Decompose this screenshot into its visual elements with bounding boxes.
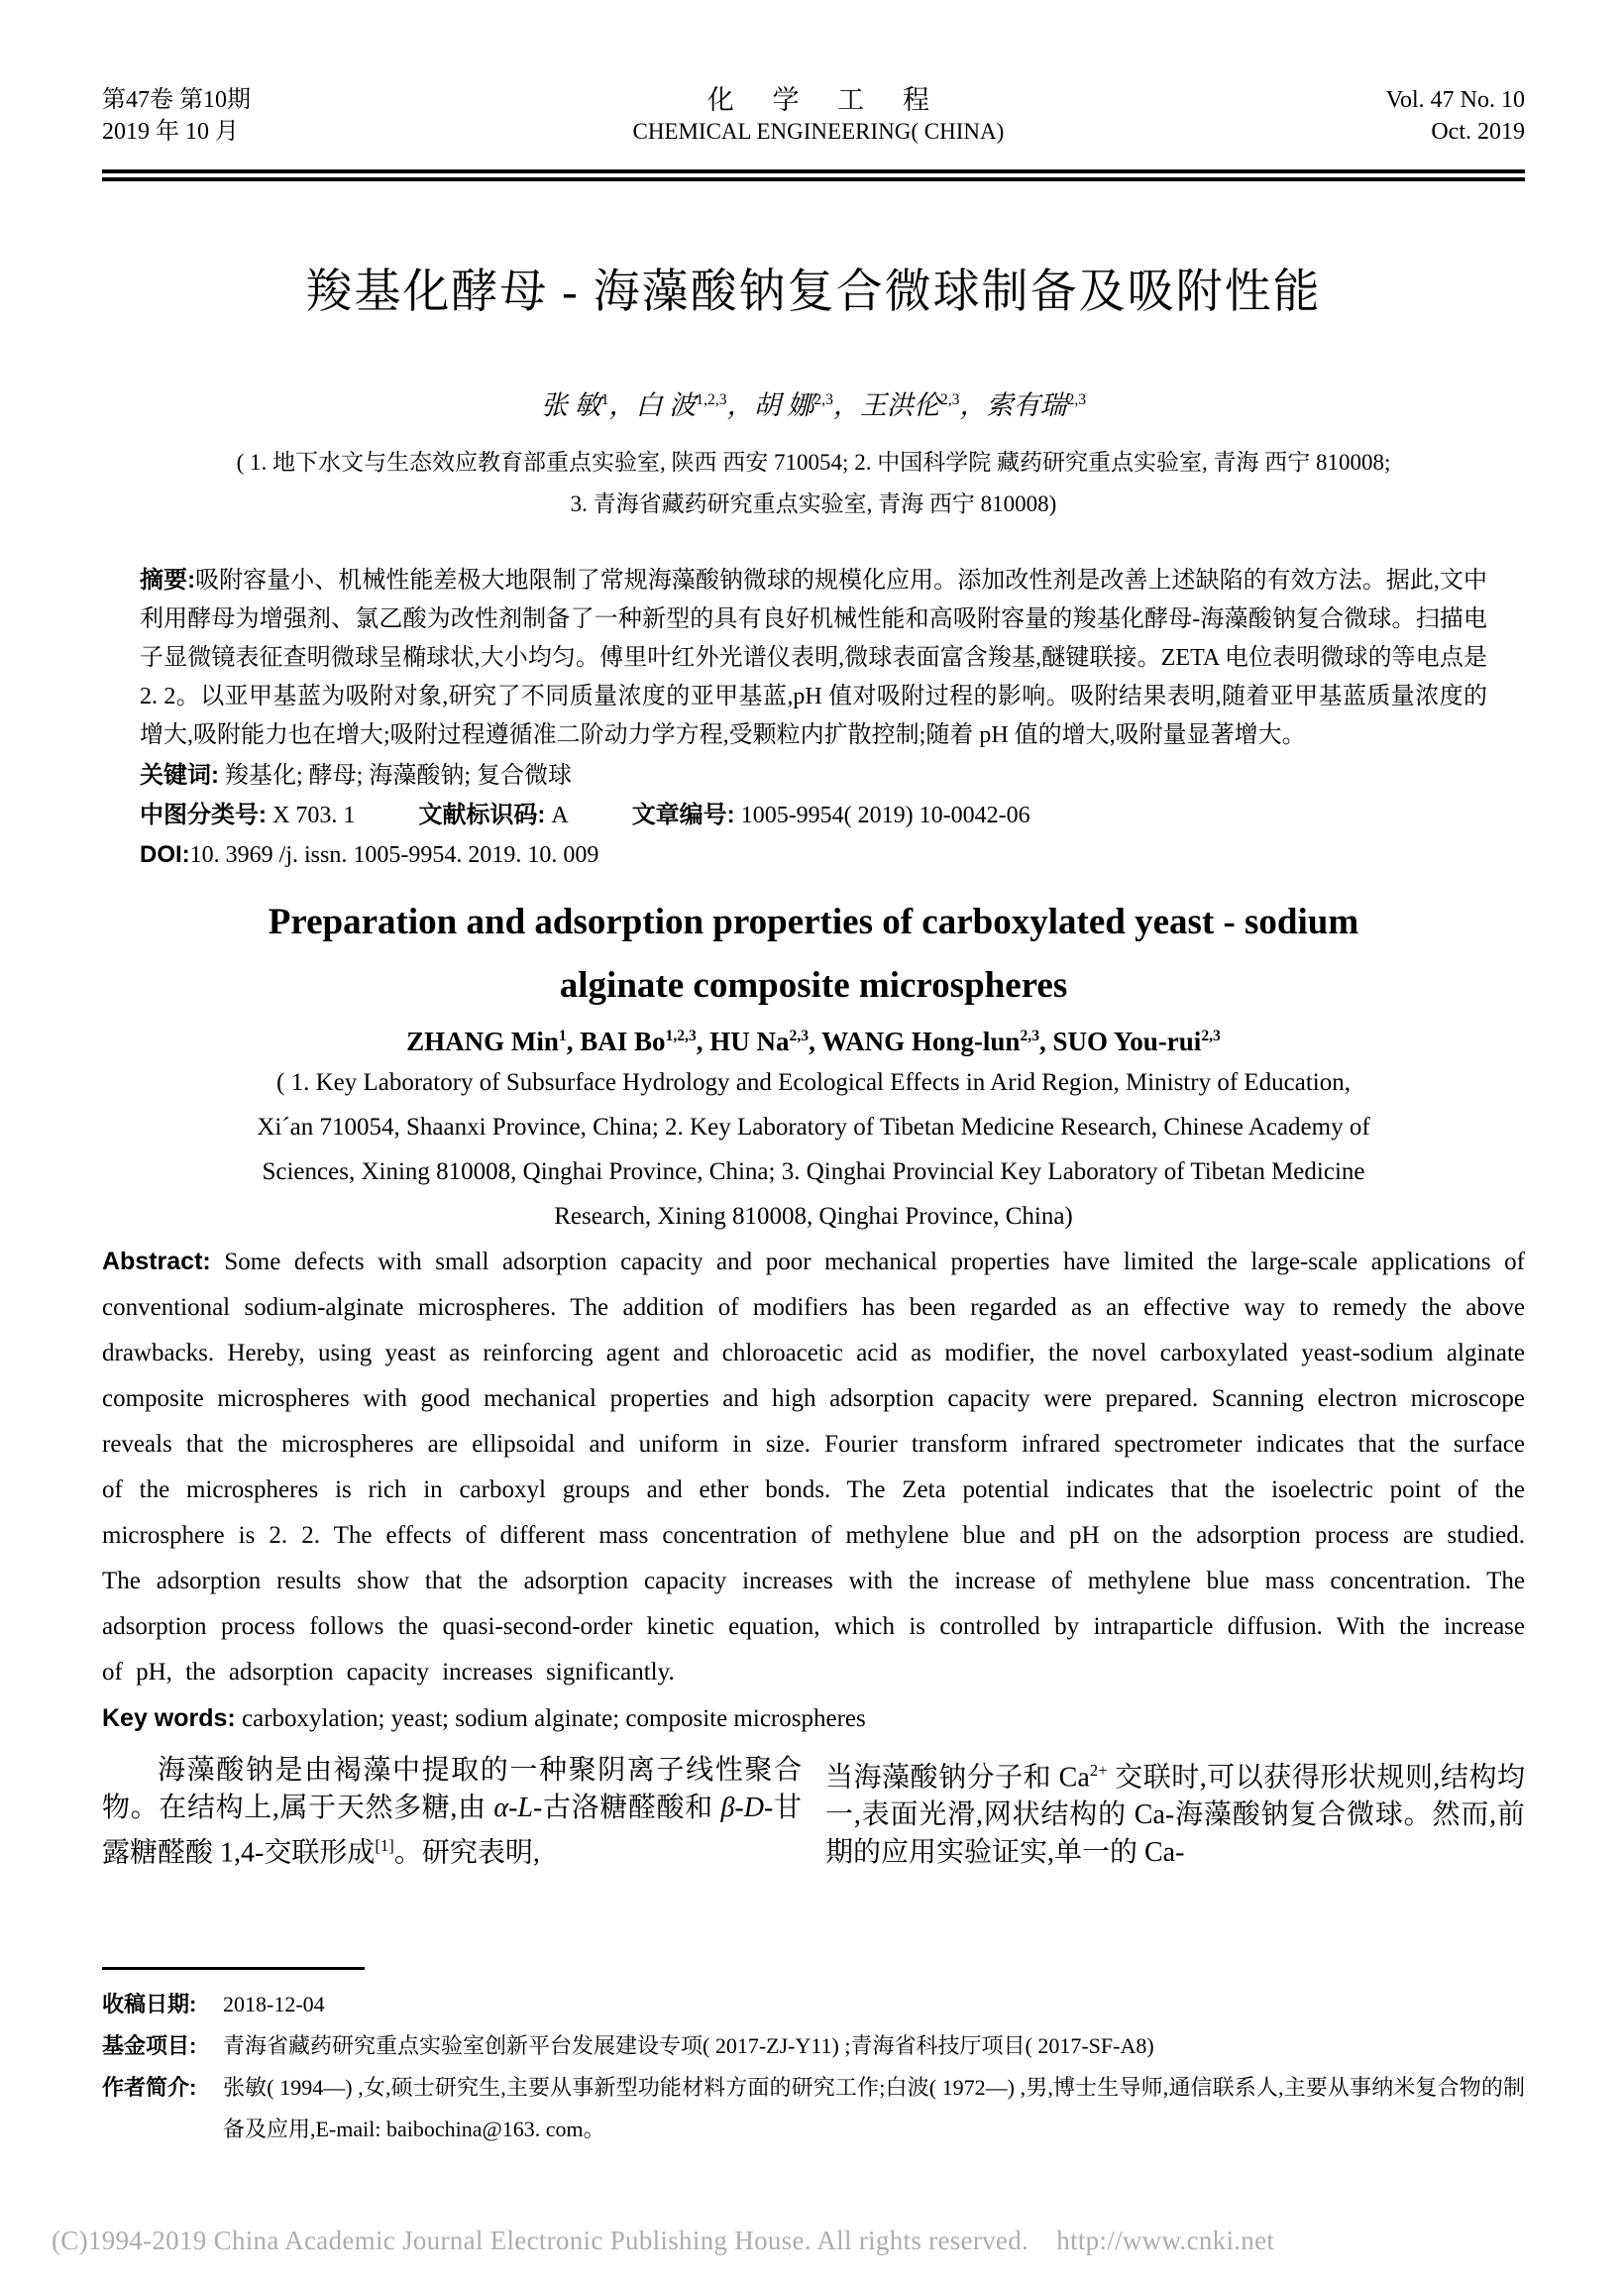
- abstract-cn: [140, 561, 1487, 755]
- author-separator: ,: [566, 1027, 581, 1056]
- author-cn: 王洪伦$^{2,3}$: [859, 390, 960, 420]
- author-cn: 张 敏$^1$: [540, 390, 609, 420]
- keywords-cn: [140, 756, 1487, 796]
- keywords-label-en: Key words:: [102, 1704, 236, 1732]
- keywords-en: [102, 1695, 1525, 1742]
- affiliation-en-line: Sciences, Xining 810008, Qinghai Province, China; 3. Qinghai Provincial Key Laboratory of Tibetan Medicine: [262, 1158, 1365, 1185]
- received-date-label: 收稿日期:: [102, 1992, 197, 2016]
- author-separator: ,: [696, 1027, 710, 1056]
- title-en-line: alginate composite microspheres: [559, 965, 1068, 1006]
- clc-number: 中图分类号: X 703. 1: [140, 802, 356, 828]
- author-cn: 胡 娜$^{2,3}$: [753, 390, 833, 420]
- document-code: 文献标识码: A: [418, 802, 569, 828]
- journal-name-cn: 化 学 工 程: [706, 85, 945, 115]
- received-date-value: 2018-12-04: [223, 1992, 325, 2016]
- fund-project-value: 青海省藏药研究重点实验室创新平台发展建设专项( 2017-ZJ-Y11) ;青海省科技厅项目( 2017-SF-A8): [223, 2033, 1154, 2058]
- doi-value: 10. 3969 /j. issn. 1005-9954. 2019. 10. 009: [189, 842, 599, 868]
- doi-label: DOI:: [140, 841, 190, 868]
- affiliations-cn: [102, 442, 1525, 525]
- volume-issue-en: Vol. 47 No. 10: [1385, 87, 1525, 113]
- author-en: BAI Bo$^{1,2,3}$: [580, 1027, 697, 1056]
- keywords-text-cn: 羧基化; 酵母; 海藻酸钠; 复合微球: [225, 763, 573, 789]
- citation-ref: [1]: [375, 1836, 394, 1855]
- article-meta: [140, 796, 1487, 835]
- abstract-label-en: Abstract:: [102, 1248, 211, 1275]
- author-cn: 白 波$^{1,2,3}$: [635, 390, 727, 420]
- author-bio-value: 张敏( 1994—) ,女,硕士研究生,主要从事新型功能材料方面的研究工作;白波( 1972—) ,男,博士生导师,通信联系人,主要从事纳米复合物的制备及应用,E-mail: baibochina@163. com。: [223, 2075, 1525, 2141]
- keywords-text-en: carboxylation; yeast; sodium alginate; composite microspheres: [242, 1705, 866, 1732]
- copyright-footer: (C)1994-2019 China Academic Journal Electronic Publishing House. All rights reserved. http://www.cnki.net: [52, 2226, 1275, 2255]
- footnote-received-date: [102, 1984, 1525, 2025]
- author-en: WANG Hong-lun$^{2,3}$: [821, 1027, 1040, 1056]
- date-en: Oct. 2019: [1431, 119, 1525, 145]
- affiliation-cn-line: ( 1. 地下水文与生态效应教育部重点实验室, 陕西 西安 710054; 2. 中国科学院 藏药研究重点实验室, 青海 西宁 810008;: [236, 450, 1391, 475]
- author-en: ZHANG Min$^1$: [406, 1027, 567, 1056]
- authors-cn: [102, 381, 1525, 424]
- article-title-en: [102, 891, 1525, 1018]
- body-column-left: [102, 1752, 802, 1872]
- author-separator: ,: [1039, 1027, 1053, 1056]
- article-id: 文章编号: 1005-9954( 2019) 10-0042-06: [631, 802, 1030, 828]
- author-cn: 索有瑞$^{2,3}$: [986, 390, 1087, 420]
- abstract-text-cn: 吸附容量小、机械性能差极大地限制了常规海藻酸钠微球的规模化应用。添加改性剂是改善上述缺陷的有效方法。据此,文中利用酵母为增强剂、氯乙酸为改性剂制备了一种新型的具有良好机械性能和高吸附容量的羧基化酵母-海藻酸钠复合微球。扫描电子显微镜表征查明微球呈椭球状,大小均匀。傅里叶红外光谱仪表明,微球表面富含羧基,醚键联接。ZETA 电位表明微球的等电点是 2. 2。以亚甲基蓝为吸附对象,研究了不同质量浓度的亚甲基蓝,pH 值对吸附过程的影响。吸附结果表明,随着亚甲基蓝质量浓度的增大,吸附能力也在增大;吸附过程遵循准二阶动力学方程,受颗粒内扩散控制;随着 pH 值的增大,吸附量显著增大。: [140, 568, 1487, 748]
- author-en: HU Na$^{2,3}$: [709, 1027, 810, 1056]
- affiliation-en-line: ( 1. Key Laboratory of Subsurface Hydrology and Ecological Effects in Arid Region, Ministry of Education,: [276, 1069, 1351, 1096]
- author-separator: ，: [959, 390, 987, 420]
- body-paragraph-right: 当海藻酸钠分子和 Ca$^{2+}$ 交联时,可以获得形状规则,结构均一,表面光滑,网状结构的 Ca-海藻酸钠复合微球。然而,前期的应用实验证实,单一的 Ca-: [825, 1761, 1525, 1869]
- journal-name: [632, 84, 1004, 148]
- journal-header: [102, 84, 1525, 148]
- affiliation-en-line: Xi´an 710054, Shaanxi Province, China; 2. Key Laboratory of Tibetan Medicine Research, Chinese Academy of: [257, 1114, 1370, 1141]
- footnotes: [102, 1967, 1525, 2150]
- keywords-label-cn: 关键词:: [140, 762, 219, 789]
- article-title-cn: 羧基化酵母 - 海藻酸钠复合微球制备及吸附性能: [305, 267, 1322, 318]
- footnote-author-bio: [102, 2067, 1525, 2150]
- abstract-block-cn: [102, 561, 1525, 875]
- body-column-right: [825, 1752, 1525, 1872]
- abstract-text-en: Some defects with small adsorption capacity and poor mechanical properties have limited the large-scale applications of conventional sodium-alginate microspheres. The addition of modifiers has been regarded as an effective way to remedy the above drawbacks. Hereby, using yeast as reinforcing agent and chloroacetic acid as modifier, the novel carboxylated yeast-sodium alginate composite microspheres with good mechanical properties and high adsorption capacity were prepared. Scanning electron microscope reveals that the microspheres are ellipsoidal and uniform in size. Fourier transform infrared spectrometer indicates that the surface of the microspheres is rich in carboxyl groups and ether bonds. The Zeta potential indicates that the isoelectric point of the microsphere is 2. 2. The effects of different mass concentration of methylene blue and pH on the adsorption process are studied. The adsorption results show that the adsorption capacity increases with the increase of methylene blue mass concentration. The adsorption process follows the quasi-second-order kinetic equation, which is controlled by intraparticle diffusion. With the increase of pH, the adsorption capacity increases significantly.: [102, 1249, 1525, 1686]
- footnote-divider: [102, 1967, 365, 1970]
- author-separator: ,: [809, 1027, 822, 1056]
- authors-en: [102, 1018, 1525, 1060]
- author-en: SUO You-rui$^{2,3}$: [1052, 1027, 1221, 1056]
- date-cn: 2019 年 10 月: [102, 119, 239, 145]
- doi: [140, 835, 1487, 875]
- author-separator: ，: [832, 390, 860, 420]
- body-columns: [102, 1752, 1525, 1872]
- abstract-label-cn: 摘要:: [140, 567, 196, 594]
- author-separator: ，: [608, 390, 636, 420]
- body-paragraph-left: 海藻酸钠是由褐藻中提取的一种聚阴离子线性聚合物。在结构上,属于天然多糖,由 α-L-古洛糖醛酸和 β-D-甘露糖醛酸 1,4-交联形成[1]。研究表明,: [102, 1755, 802, 1869]
- header-divider: [102, 169, 1525, 181]
- affiliation-cn-line: 3. 青海省藏药研究重点实验室, 青海 西宁 810008): [570, 491, 1057, 516]
- author-bio-label: 作者简介:: [102, 2075, 197, 2100]
- author-separator: ，: [726, 390, 754, 420]
- title-en-line: Preparation and adsorption properties of carboxylated yeast - sodium: [268, 902, 1359, 942]
- journal-name-en: CHEMICAL ENGINEERING( CHINA): [632, 119, 1005, 144]
- affiliations-en: [102, 1060, 1525, 1239]
- volume-issue-cn: 第47卷 第10期: [102, 87, 251, 113]
- footnote-fund-project: [102, 2025, 1525, 2067]
- journal-issue-info: [102, 84, 251, 148]
- fund-project-label: 基金项目:: [102, 2033, 197, 2058]
- journal-issue-info-en: [1386, 84, 1525, 148]
- abstract-en: [102, 1239, 1525, 1695]
- affiliation-en-line: Research, Xining 810008, Qinghai Province, China): [554, 1203, 1073, 1230]
